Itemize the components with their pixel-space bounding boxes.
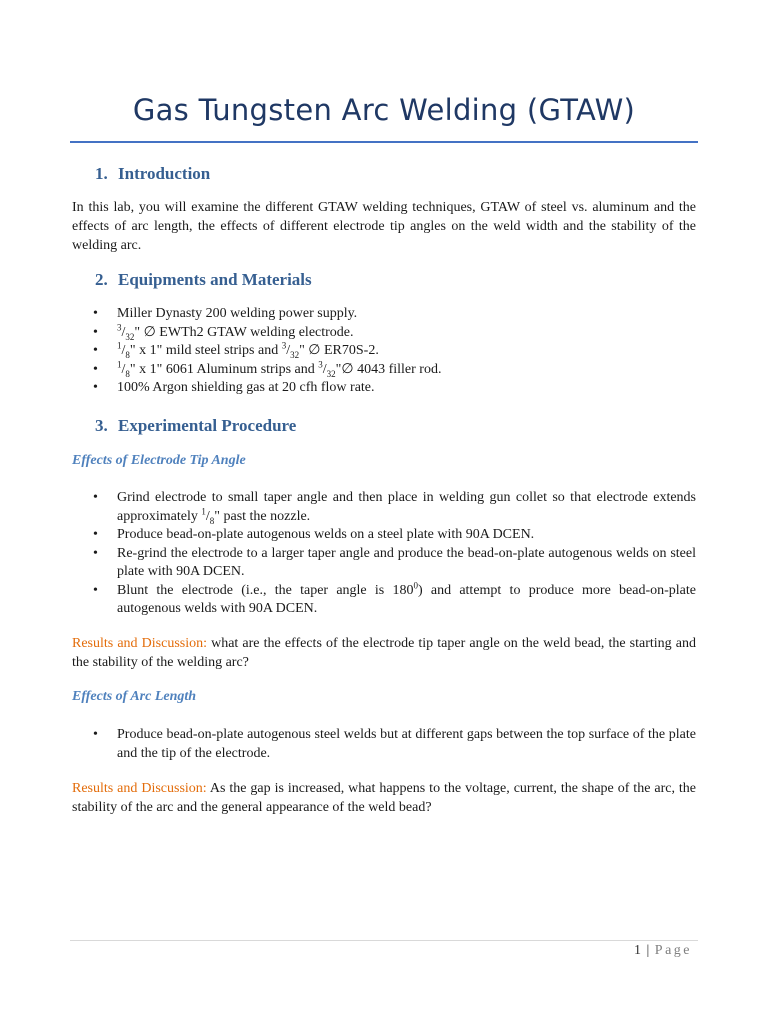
list-item: • Miller Dynasty 200 welding power supply. — [93, 306, 358, 321]
list-item: • Produce bead-on-plate autogenous steel welds but at different gaps between the top surface of the plate and the tip of the electrode. — [93, 727, 696, 761]
subheading-tip-angle: Effects of Electrode Tip Angle — [72, 453, 246, 468]
results-discussion-arc-length: Results and Discussion: As the gap is increased, what happens to the voltage, current, the shape of the arc, the stability of the arc and the general appearance of the weld bead? — [72, 781, 697, 815]
heading-number: 1. — [95, 164, 108, 183]
page-label: Page — [654, 943, 692, 958]
arc-length-list — [93, 726, 696, 763]
intro-paragraph: In this lab, you will examine the different GTAW welding techniques, GTAW of steel vs. aluminum and the effects of arc length, the effects of different electrode tip angles on the weld width and the stability of the welding arc. — [72, 200, 696, 253]
results-label: Results and Discussion: — [72, 636, 207, 651]
page-footer: 1 | Page — [633, 943, 692, 958]
list-item: • Re-grind the electrode to a larger taper angle and produce the bead-on-plate autogenous welds on steel plate with 90A DCEN. — [93, 545, 696, 579]
title-underline — [70, 141, 698, 143]
heading-text: Equipments and Materials — [118, 270, 312, 289]
heading-equipment — [95, 270, 312, 290]
results-discussion-tip-angle: Results and Discussion: what are the effects of the electrode tip taper angle on the weld bead, the starting and the stability of the welding arc? — [72, 636, 696, 670]
list-item: • Blunt the electrode (i.e., the taper angle is $180^0$) and attempt to produce more bead-on-plate autogenous welds with 90A DCEN. — [93, 579, 696, 616]
heading-introduction — [95, 164, 210, 184]
subheading-arc-length: Effects of Arc Length — [72, 689, 197, 704]
list-item: • 100% Argon shielding gas at 20 cfh flow rate. — [93, 380, 375, 395]
page-number: 1 — [633, 943, 642, 958]
footer-divider — [70, 940, 698, 941]
heading-procedure — [95, 416, 296, 436]
heading-number: 2. — [95, 270, 108, 289]
list-item: • $^1/_8$" x 1" mild steel strips and $^3/_{32}$" ∅ ER70S-2. — [93, 340, 379, 360]
heading-text: Introduction — [118, 164, 211, 183]
tip-angle-list — [93, 489, 696, 619]
equipment-list — [93, 305, 696, 398]
results-label: Results and Discussion: — [72, 781, 207, 796]
list-item: • $^1/_8$" x 1" 6061 Aluminum strips and $^3/_{32}"\emptyset$ 4043 filler rod. — [93, 358, 442, 379]
list-item: • Grind electrode to small taper angle and then place in welding gun collet so that electrode extends approximately $^1/_8$" past the nozzle. — [93, 490, 696, 526]
list-item: • $^3/_{32}$" ∅ EWTh2 GTAW welding electrode. — [93, 321, 354, 342]
heading-text: Experimental Procedure — [118, 416, 297, 435]
list-item: • Produce bead-on-plate autogenous welds on a steel plate with 90A DCEN. — [93, 527, 535, 542]
heading-number: 3. — [95, 416, 108, 435]
page-title: Gas Tungsten Arc Welding (GTAW) — [132, 93, 636, 127]
